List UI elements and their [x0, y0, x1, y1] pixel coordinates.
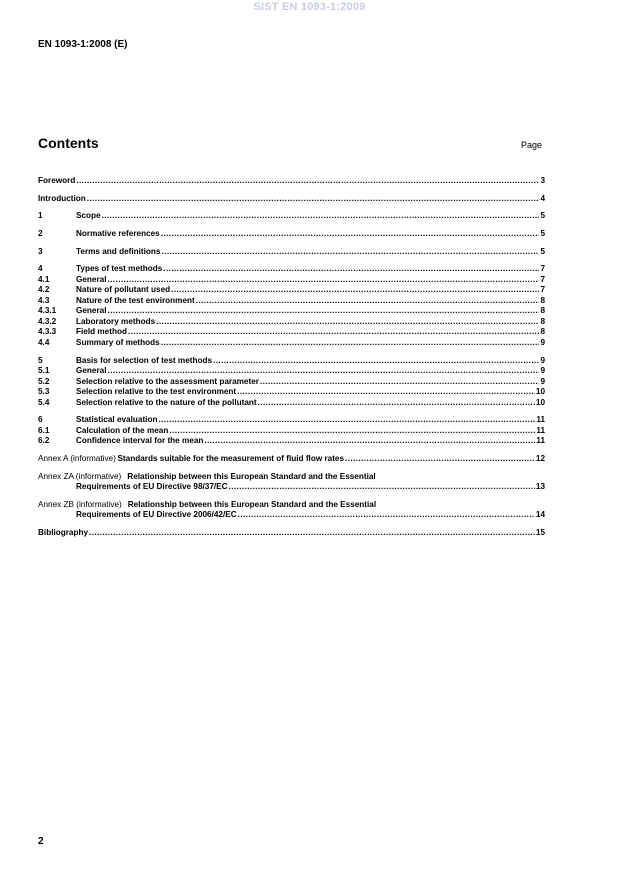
toc-entry-bibliography[interactable] — [38, 528, 545, 539]
toc-title: General — [76, 306, 107, 316]
toc-title: Field method — [76, 327, 127, 337]
dot-leader — [158, 415, 535, 426]
toc-page: 8 — [540, 306, 545, 316]
dot-leader — [169, 426, 535, 437]
toc-title: Scope — [76, 211, 101, 221]
document-id: EN 1093-1:2008 (E) — [38, 39, 128, 50]
toc-entry-4-2[interactable] — [38, 285, 545, 296]
toc-number: 6.2 — [38, 436, 50, 446]
toc-number: 6.1 — [38, 425, 50, 435]
toc-number: 6 — [38, 415, 43, 425]
toc-entry-introduction[interactable] — [38, 194, 545, 205]
annex-label: Annex ZA (informative) — [38, 471, 122, 481]
toc-entry-4-3-1[interactable] — [38, 306, 545, 317]
dot-leader — [161, 338, 540, 349]
toc-title: Summary of methods — [76, 337, 160, 347]
annex-label: Annex ZB (informative) — [38, 499, 122, 509]
toc-page: 5 — [540, 211, 545, 221]
toc-entry-4-4[interactable] — [38, 338, 545, 349]
dot-leader — [108, 366, 540, 377]
toc-entry-5-3[interactable] — [38, 387, 545, 398]
toc-number: 5.3 — [38, 387, 50, 397]
annex-label: Annex A (informative) — [38, 454, 116, 463]
annex-title: Relationship between this European Standard and the Essential — [127, 471, 376, 481]
dot-leader — [163, 264, 539, 275]
dot-leader — [260, 377, 540, 388]
toc-entry-6-1[interactable] — [38, 426, 545, 437]
toc-page: 8 — [540, 295, 545, 305]
dot-leader — [89, 528, 535, 539]
watermark: SIST EN 1093-1:2009 — [253, 1, 366, 13]
toc-page: 8 — [540, 316, 545, 326]
toc-page: 9 — [540, 366, 545, 376]
toc-title: General — [76, 366, 107, 376]
toc-page: 7 — [540, 264, 545, 274]
dot-leader — [204, 436, 535, 447]
toc-entry-5-1[interactable] — [38, 366, 545, 377]
toc-number: 2 — [38, 229, 43, 239]
annex-title-continued: Requirements of EU Directive 2006/42/EC — [76, 510, 237, 520]
dot-leader — [229, 482, 535, 493]
toc-number: 4 — [38, 264, 43, 274]
dot-leader — [237, 387, 535, 398]
dot-leader — [102, 211, 540, 222]
toc-title: Selection relative to the nature of the pollutant — [76, 397, 257, 407]
toc-title: Normative references — [76, 229, 160, 239]
toc-title: Selection relative to the test environment — [76, 387, 237, 397]
toc-title: Calculation of the mean — [76, 425, 169, 435]
toc-page: 10 — [535, 387, 545, 397]
toc-page: 5 — [540, 246, 545, 256]
toc-page: 9 — [540, 376, 545, 386]
toc-entry-1[interactable] — [38, 211, 545, 222]
toc-number: 1 — [38, 211, 43, 221]
toc-page: 7 — [540, 274, 545, 284]
page-number: 2 — [38, 836, 44, 847]
toc-number: 5 — [38, 355, 43, 365]
toc-entry-4-1[interactable] — [38, 275, 545, 286]
toc-title: Bibliography — [38, 528, 89, 538]
dot-leader — [161, 229, 540, 240]
toc-entry-annex-za[interactable] — [38, 472, 545, 493]
dot-leader — [108, 275, 540, 286]
toc-number: 5.2 — [38, 376, 50, 386]
toc-page: 10 — [535, 397, 545, 407]
toc-number: 4.3.2 — [38, 316, 57, 326]
toc-entry-2[interactable] — [38, 229, 545, 240]
toc-page: 7 — [540, 285, 545, 295]
dot-leader — [258, 398, 535, 409]
annex-title-continued: Requirements of EU Directive 98/37/EC — [76, 482, 228, 492]
toc-title: General — [76, 274, 107, 284]
toc-title: Introduction — [38, 193, 86, 203]
toc-page: 5 — [540, 229, 545, 239]
toc-title: Terms and definitions — [76, 246, 161, 256]
annex-title: Relationship between this European Standard and the Essential — [127, 499, 377, 509]
toc-number: 3 — [38, 246, 43, 256]
toc-entry-annex-zb[interactable] — [38, 500, 545, 521]
dot-leader — [87, 194, 540, 205]
dot-leader — [213, 356, 539, 367]
toc-number: 4.1 — [38, 274, 50, 284]
dot-leader — [171, 285, 539, 296]
dot-leader — [161, 247, 539, 258]
toc-number: 4.2 — [38, 285, 50, 295]
toc-title: Basis for selection of test methods — [76, 355, 213, 365]
toc-title: Statistical evaluation — [76, 415, 158, 425]
toc-entry-5-2[interactable] — [38, 377, 545, 388]
toc-page: 3 — [540, 176, 545, 185]
contents-heading: Contents — [38, 135, 99, 151]
toc-title: Nature of pollutant used — [76, 285, 171, 295]
toc-title: Confidence interval for the mean — [76, 436, 204, 446]
toc-number: 5.4 — [38, 397, 50, 407]
toc-page: 13 — [535, 482, 545, 492]
toc-entry-6[interactable] — [38, 415, 545, 426]
toc-entry-3[interactable] — [38, 247, 545, 258]
toc-entry-4-3[interactable] — [38, 296, 545, 307]
page-column-label: Page — [521, 140, 543, 150]
toc-entry-foreword[interactable] — [38, 176, 545, 187]
toc-page: 4 — [540, 193, 545, 203]
toc-title: Selection relative to the assessment parameter — [76, 376, 259, 386]
table-of-contents — [38, 176, 545, 539]
toc-page: 15 — [535, 528, 545, 538]
toc-page: 12 — [535, 454, 545, 463]
toc-page: 11 — [536, 415, 545, 425]
toc-page: 11 — [536, 425, 545, 435]
toc-entry-5-4[interactable] — [38, 398, 545, 409]
toc-page: 14 — [535, 510, 545, 520]
toc-entry-5[interactable] — [38, 356, 545, 367]
toc-page: 9 — [540, 337, 545, 347]
dot-leader — [238, 510, 535, 521]
toc-number: 4.4 — [38, 337, 50, 347]
dot-leader — [108, 306, 540, 317]
dot-leader — [76, 176, 539, 187]
toc-number: 5.1 — [38, 366, 50, 376]
toc-page: 11 — [536, 436, 545, 446]
toc-page: 8 — [540, 327, 545, 337]
toc-title: Laboratory methods — [76, 316, 156, 326]
toc-number: 4.3 — [38, 295, 50, 305]
toc-entry-4[interactable] — [38, 264, 545, 275]
toc-title: Types of test methods — [76, 264, 163, 274]
toc-title: Foreword — [38, 176, 76, 185]
dot-leader — [196, 296, 540, 307]
toc-title: Nature of the test environment — [76, 295, 195, 305]
dot-leader — [345, 454, 535, 465]
toc-entry-6-2[interactable] — [38, 436, 545, 447]
toc-entry-4-3-2[interactable] — [38, 317, 545, 328]
toc-number: 4.3.1 — [38, 306, 57, 316]
dot-leader — [156, 317, 539, 328]
toc-page: 9 — [540, 355, 545, 365]
toc-entry-4-3-3[interactable] — [38, 327, 545, 338]
toc-entry-annex-a[interactable] — [38, 454, 545, 465]
dot-leader — [128, 327, 539, 338]
annex-title: Standards suitable for the measurement of fluid flow rates — [117, 454, 345, 463]
toc-number: 4.3.3 — [38, 327, 57, 337]
